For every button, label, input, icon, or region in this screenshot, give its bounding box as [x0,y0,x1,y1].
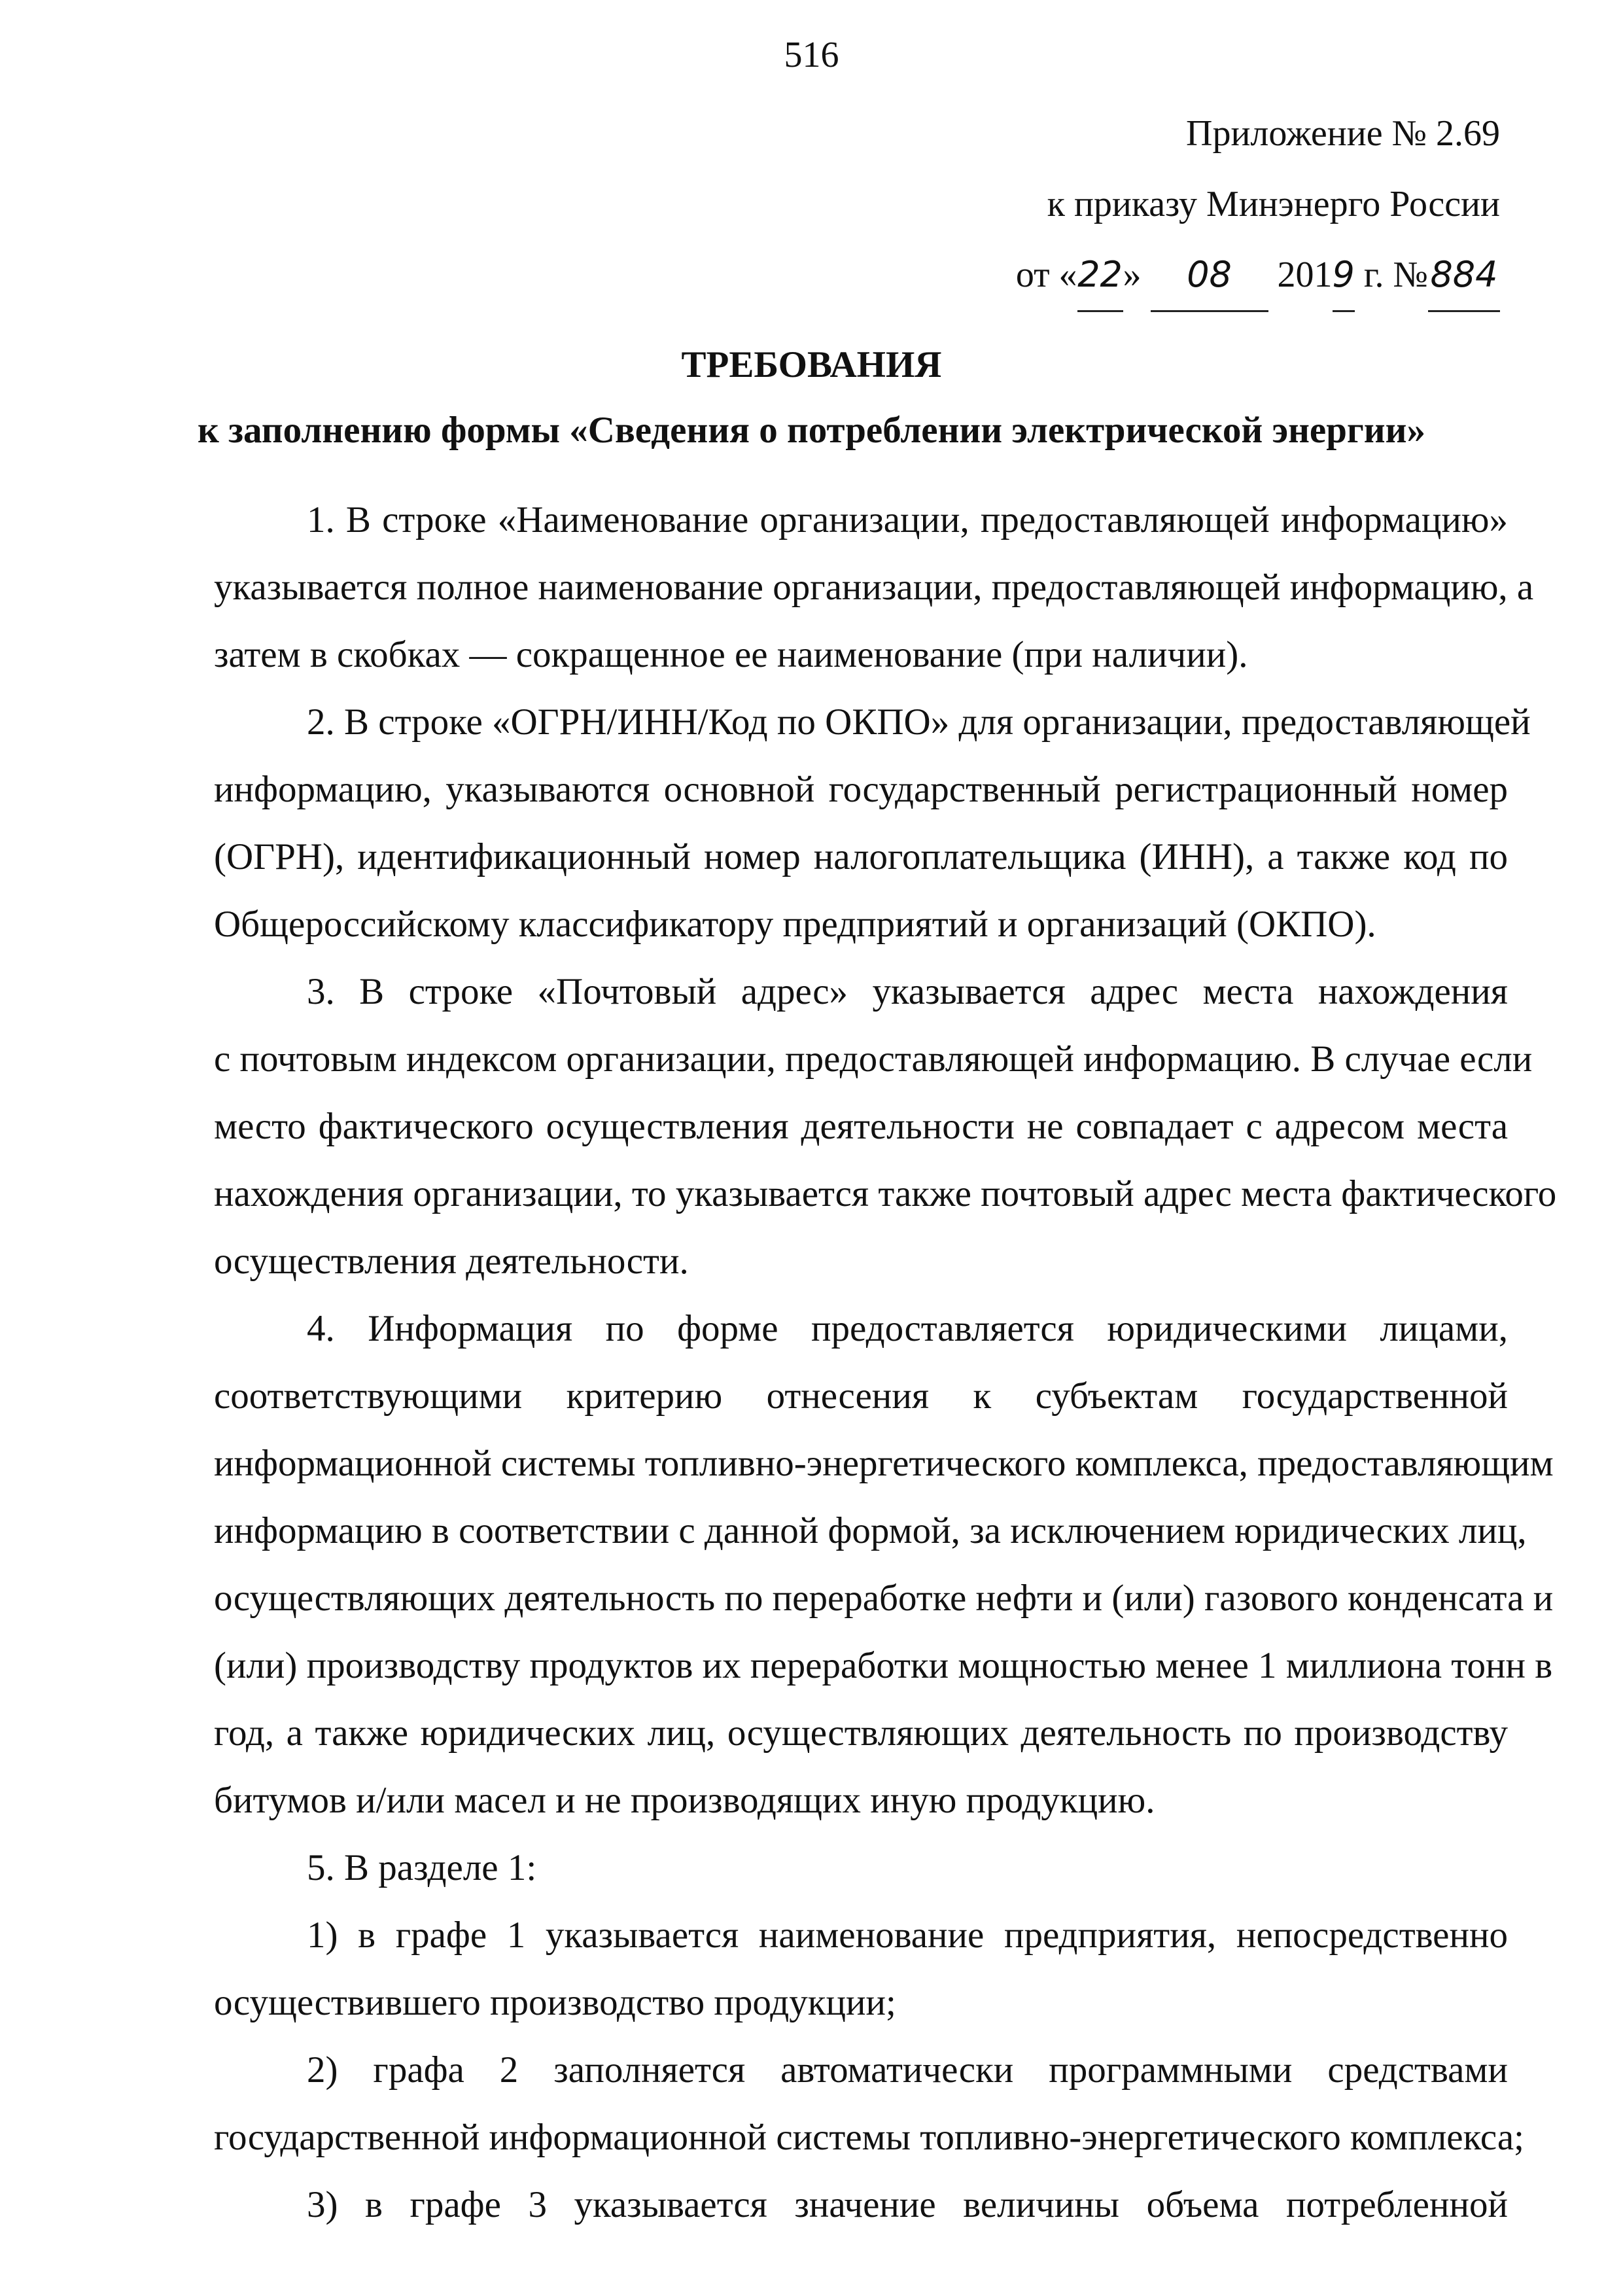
paragraph-5 [121,1834,1508,1901]
text-line: осуществления деятельности. [214,1241,689,1282]
handwritten-number: 884 [1430,254,1498,295]
text-line: Общероссийскому классификатору предприятий и организаций (ОКПО). [214,904,1376,945]
text-line: затем в скобках — сокращенное ее наименование (при наличии). [214,634,1248,675]
paragraph-4 [121,1295,1554,1834]
paragraph-7 [121,2036,1524,2171]
text-line: 2) графа 2 заполняется автоматически программными средствами [307,2049,1508,2091]
date-mid: » [1123,255,1142,295]
text-line: указывается полное наименование организации, предоставляющей информацию, а [214,567,1534,608]
paragraph-3 [121,958,1557,1295]
text-line: 3) в графе 3 указывается значение величины объема потребленной [307,2184,1508,2225]
appendix-date-line [1016,239,1500,312]
paragraph-1 [121,486,1534,688]
text-line: битумов и/или масел и не производящих иную продукцию. [214,1780,1155,1821]
appendix-title: Приложение № 2.69 [1186,113,1500,154]
text-line: 3. В строке «Почтовый адрес» указывается адрес места нахождения [307,971,1508,1012]
year-prefix: 201 [1277,255,1333,295]
day-field [1077,239,1123,312]
text-line: 2. В строке «ОГРН/ИНН/Код по ОКПО» для организации, предоставляющей [307,701,1531,743]
text-line: информацию, указываются основной государственный регистрационный номер [214,769,1508,810]
document-title [0,332,1623,463]
year-digit-field [1333,239,1355,312]
text-line: соответствующими критерию отнесения к субъектам государственной [214,1375,1508,1417]
text-line: информационной системы топливно-энергетического комплекса, предоставляющим [214,1443,1554,1484]
title-subheading: к заполнению формы «Сведения о потреблении электрической энергии» [198,410,1425,451]
text-line: 4. Информация по форме предоставляется юридическими лицами, [307,1308,1508,1349]
text-line: нахождения организации, то указывается также почтовый адрес места фактического [214,1173,1557,1214]
number-prefix: г. № [1363,255,1428,295]
paragraph-2 [121,688,1531,958]
handwritten-year-digit: 9 [1332,254,1355,295]
text-line: осуществившего производство продукции; [214,1982,896,2023]
appendix-order-ref: к приказу Минэнерго России [1047,184,1500,224]
date-prefix: от « [1015,255,1077,295]
page-number: 516 [784,35,839,75]
appendix-block [1016,98,1500,312]
text-line: осуществляющих деятельность по переработке нефти и (или) газового конденсата и [214,1578,1554,1619]
paragraph-6 [121,1901,1508,2036]
text-line: (или) производству продуктов их переработки мощностью менее 1 миллиона тонн в [214,1645,1553,1686]
text-line: 1) в графе 1 указывается наименование предприятия, непосредственно [307,1915,1508,1956]
text-line: место фактического осуществления деятельности не совпадает с адресом места [214,1106,1508,1147]
handwritten-day: 22 [1077,254,1123,295]
document-body [121,486,1557,2238]
text-line: (ОГРН), идентификационный номер налогоплательщика (ИНН), а также код по [214,836,1508,877]
text-line: информацию в соответствии с данной формой, за исключением юридических лиц, [214,1510,1527,1551]
title-heading: ТРЕБОВАНИЯ [681,344,942,385]
text-line: с почтовым индексом организации, предоставляющей информацию. В случае если [214,1038,1533,1080]
handwritten-month: 08 [1187,254,1232,295]
month-field [1151,239,1268,312]
text-line: 5. В разделе 1: [307,1847,537,1888]
text-line: год, а также юридических лиц, осуществляющих деятельность по производству [214,1712,1508,1754]
text-line: 1. В строке «Наименование организации, предоставляющей информацию» [307,499,1508,540]
paragraph-8 [121,2171,1508,2238]
text-line: государственной информационной системы топливно-энергетического комплекса; [214,2117,1524,2158]
number-field [1428,239,1500,312]
